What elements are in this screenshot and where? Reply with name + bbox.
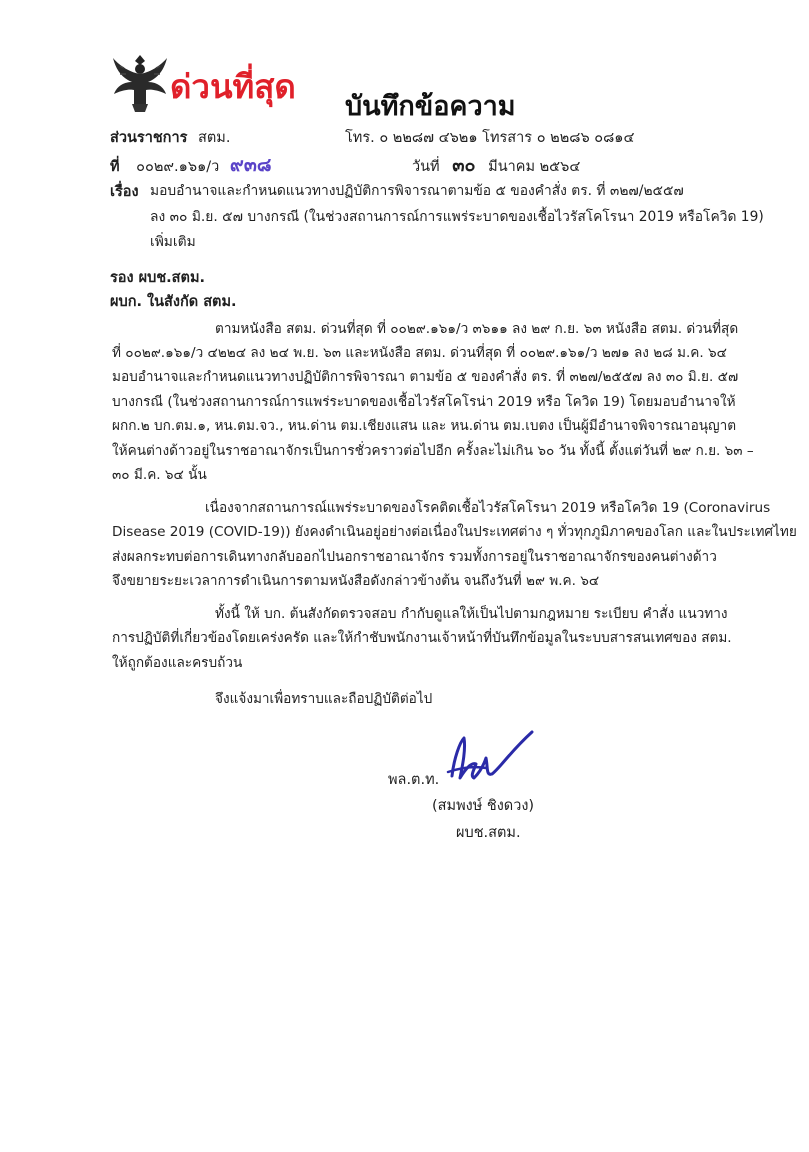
paragraph-1-line: ผกก.๒ บก.ตม.๑, หน.ตม.จว., หน.ด่าน ตม.เชียงแสน และ หน.ด่าน ตม.เบตง เป็นผู้มีอำนาจพิจารณาอนุญาต bbox=[112, 418, 737, 434]
agency-line bbox=[110, 126, 230, 149]
handwritten-reference-number: ๙๓๘ bbox=[229, 154, 272, 176]
date-day: ๓๐ bbox=[452, 155, 476, 176]
paragraph-2-line: Disease 2019 (COVID-19)) ยังคงดำเนินอยู่อย่างต่อเนื่องในประเทศต่าง ๆ ทั่วทุกภูมิภาคของโลก และในประเทศไทย bbox=[112, 524, 797, 540]
recipient-1: รอง ผบช.สตม. bbox=[110, 270, 206, 286]
garuda-emblem-icon bbox=[110, 52, 170, 114]
paragraph-1-line: ตามหนังสือ สตม. ด่วนที่สุด ที่ ๐๐๒๙.๑๖๑/ว ๓๖๑๑ ลง ๒๙ ก.ย. ๖๓ หนังสือ สตม. ด่วนที่สุด bbox=[215, 321, 739, 337]
paragraph-1-line: ที่ ๐๐๒๙.๑๖๑/ว ๔๒๒๔ ลง ๒๔ พ.ย. ๖๓ และหนังสือ สตม. ด่วนที่สุด ที่ ๐๐๒๙.๑๖๑/ว ๒๗๑ ลง ๒๘ ม.ค. ๖๔ bbox=[112, 345, 727, 361]
signatory-rank: พล.ต.ท. bbox=[388, 772, 440, 788]
reference-label: ที่ bbox=[110, 159, 120, 175]
paragraph-1-line: ๓๐ มี.ค. ๖๔ นั้น bbox=[112, 467, 207, 483]
reference-line bbox=[110, 150, 271, 180]
date-line bbox=[412, 150, 580, 179]
paragraph-3-line: ทั้งนี้ ให้ บก. ต้นสังกัดตรวจสอบ กำกับดูแลให้เป็นไปตามกฎหมาย ระเบียบ คำสั่ง แนวทาง bbox=[215, 606, 728, 622]
agency-label: ส่วนราชการ bbox=[110, 130, 188, 146]
paragraph-3-line: ให้ถูกต้องและครบถ้วน bbox=[112, 655, 243, 671]
paragraph-1-line: ให้คนต่างด้าวอยู่ในราชอาณาจักรเป็นการชั่วคราวต่อไปอีก ครั้งละไม่เกิน ๖๐ วัน ทั้งนี้ ตั้งแต่วันที่ ๒๙ ก.ย. ๖๓ – bbox=[112, 443, 754, 459]
contact-numbers: โทร. ๐ ๒๒๘๗ ๔๖๒๑ โทรสาร ๐ ๒๒๘๖ ๐๘๑๔ bbox=[345, 130, 635, 146]
recipient-2: ผบก. ในสังกัด สตม. bbox=[110, 294, 237, 310]
signatory-position: ผบช.สตม. bbox=[456, 825, 521, 841]
date-month-year: มีนาคม ๒๕๖๔ bbox=[488, 159, 581, 175]
subject-line-2: ลง ๓๐ มิ.ย. ๕๗ บางกรณี (ในช่วงสถานการณ์การแพร่ระบาดของเชื้อไวรัสโคโรนา 2019 หรือโควิด 19) bbox=[150, 209, 764, 225]
paragraph-2-line: จึงขยายระยะเวลาการดำเนินการตามหนังสือดังกล่าวข้างต้น จนถึงวันที่ ๒๙ พ.ค. ๖๔ bbox=[112, 573, 600, 589]
paragraph-2-line: เนื่องจากสถานการณ์แพร่ระบาดของโรคติดเชื้อไวรัสโคโรนา 2019 หรือโควิด 19 (Coronavirus bbox=[205, 500, 771, 516]
paragraph-1-line: บางกรณี (ในช่วงสถานการณ์การแพร่ระบาดของเชื้อไวรัสโคโรน่า 2019 หรือ โควิด 19) โดยมอบอำนาจให้ bbox=[112, 394, 736, 410]
date-label: วันที่ bbox=[412, 159, 440, 175]
paragraph-3-line: การปฏิบัติที่เกี่ยวข้องโดยเคร่งครัด และให้กำชับพนักงานเจ้าหน้าที่บันทึกข้อมูลในระบบสารสนเทศของ สตม. bbox=[112, 630, 732, 646]
urgency-stamp: ด่วนที่สุด bbox=[170, 67, 296, 106]
reference-number: ๐๐๒๙.๑๖๑/ว bbox=[136, 159, 220, 175]
agency-value: สตม. bbox=[198, 130, 231, 146]
handwritten-signature bbox=[440, 728, 550, 788]
paragraph-2-line: ส่งผลกระทบต่อการเดินทางกลับออกไปนอกราชอาณาจักร รวมทั้งการอยู่ในราชอาณาจักรของคนต่างด้าว bbox=[112, 549, 717, 565]
document-title: บันทึกข้อความ bbox=[345, 91, 516, 122]
subject-label: เรื่อง bbox=[110, 184, 139, 200]
subject-line-3: เพิ่มเติม bbox=[150, 234, 196, 250]
subject-line-1: มอบอำนาจและกำหนดแนวทางปฏิบัติการพิจารณาตามข้อ ๕ ของคำสั่ง ตร. ที่ ๓๒๗/๒๕๕๗ bbox=[150, 183, 684, 199]
closing-line: จึงแจ้งมาเพื่อทราบและถือปฏิบัติต่อไป bbox=[215, 691, 433, 707]
paragraph-1-line: มอบอำนาจและกำหนดแนวทางปฏิบัติการพิจารณา ตามข้อ ๕ ของคำสั่ง ตร. ที่ ๓๒๗/๒๕๕๗ ลง ๓๐ มิ.ย. ๕๗ bbox=[112, 369, 739, 385]
signatory-name: (สมพงษ์ ชิงดวง) bbox=[432, 798, 535, 814]
